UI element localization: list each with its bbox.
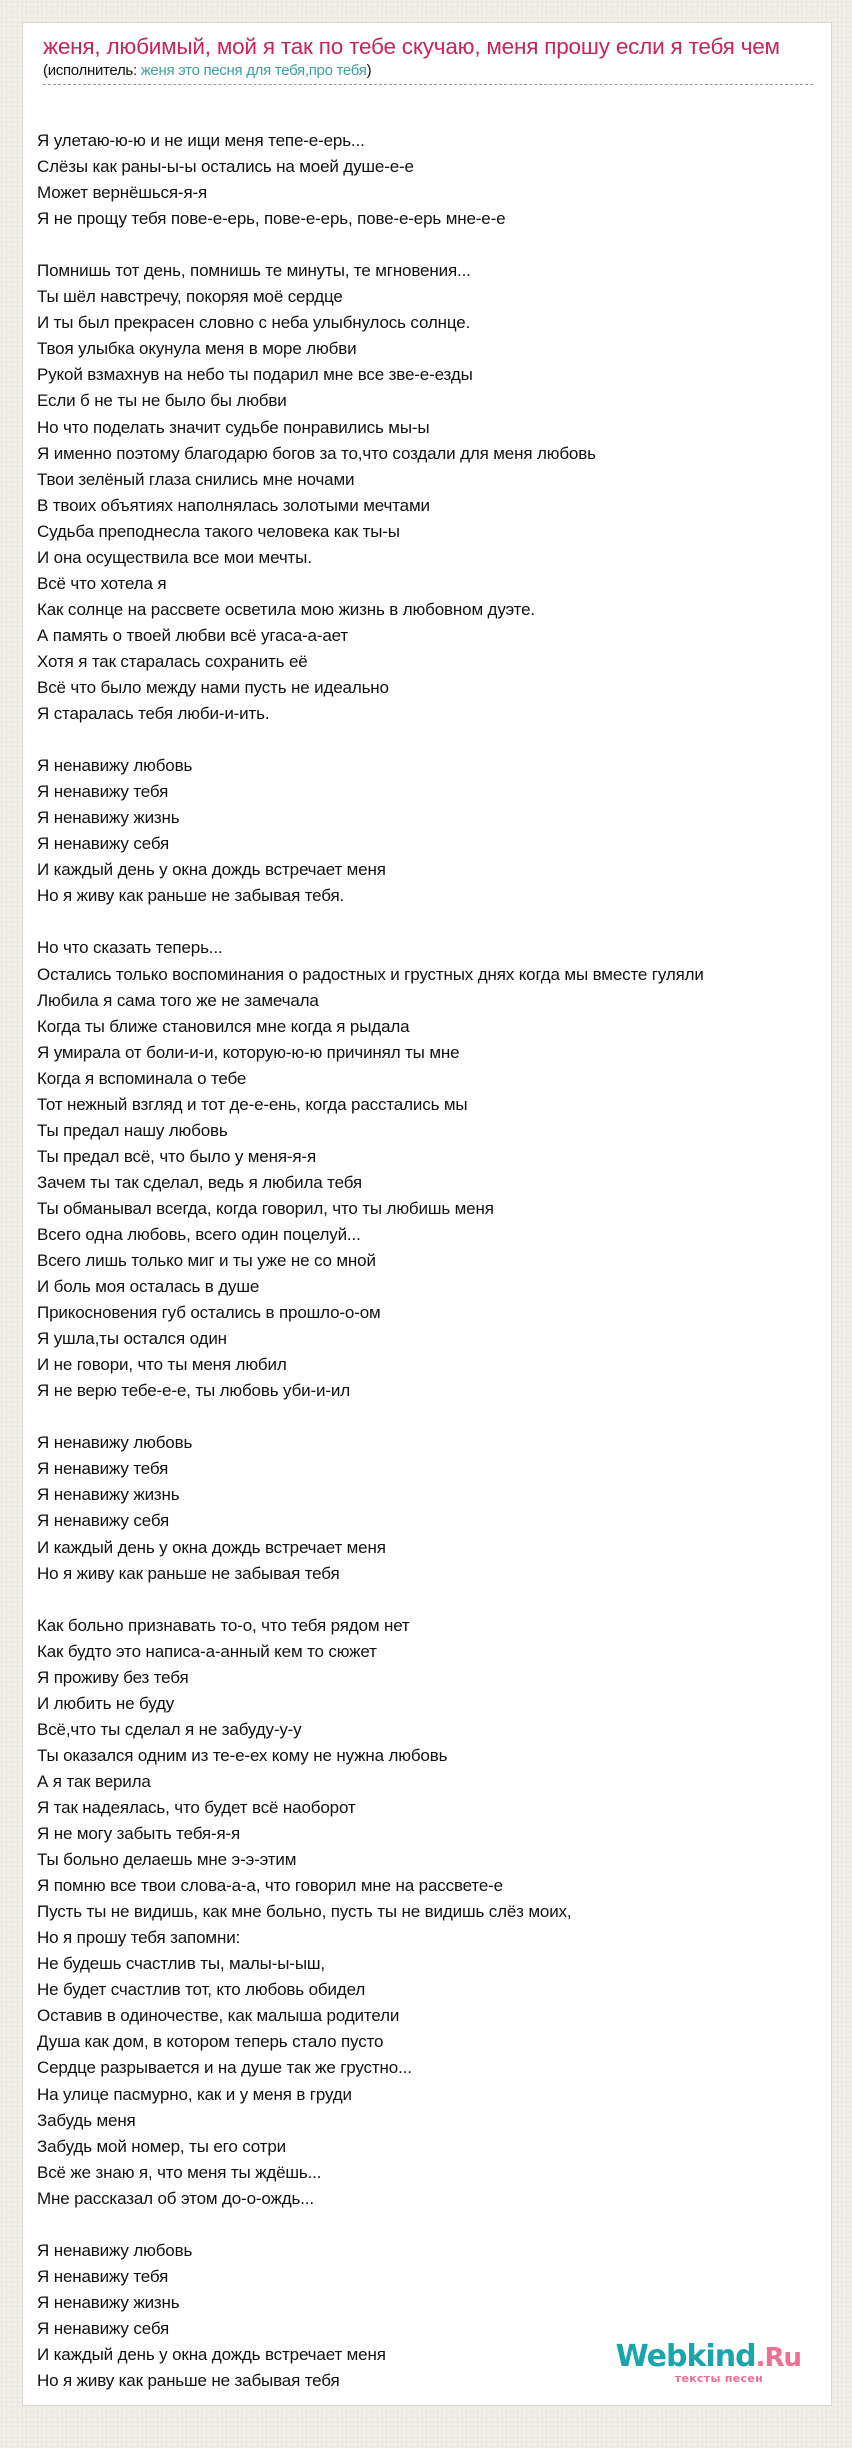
lyric-line: Я ненавижу любовь: [37, 756, 193, 776]
artist-prefix: (исполнитель:: [43, 62, 141, 79]
lyric-line: Я ненавижу тебя: [37, 782, 169, 802]
lyric-line: Но я прошу тебя запомни:: [37, 1928, 241, 1948]
lyric-line: Любила я сама того же не замечала: [37, 990, 319, 1010]
lyric-line: Я ушла,ты остался один: [37, 1329, 227, 1349]
lyric-line: Не будет счастлив тот, кто любовь обидел: [37, 1980, 366, 2000]
lyric-line: Я ненавижу жизнь: [37, 808, 180, 828]
lyric-line: Судьба преподнесла такого человека как ты-ы: [37, 521, 400, 541]
lyric-line: Оставив в одиночестве, как малыша родители: [37, 2006, 400, 2026]
lyric-line: Я старалась тебя люби-и-ить.: [37, 704, 270, 724]
logo-tagline: тексты песен: [674, 2372, 763, 2385]
lyric-line: Ты обманывал всегда, когда говорил, что ты любишь меня: [37, 1198, 494, 1218]
lyric-line: А я так верила: [37, 1771, 151, 1791]
lyric-line: Я ненавижу любовь: [37, 1433, 193, 1453]
lyric-line: Я не могу забыть тебя-я-я: [37, 1824, 241, 1844]
lyric-line: Всё же знаю я, что меня ты ждёшь...: [37, 2162, 322, 2182]
lyric-line: Помнишь тот день, помнишь те минуты, те мгновения...: [37, 261, 471, 281]
lyric-line: Я именно поэтому благодарю богов за то,что создали для меня любовь: [37, 443, 596, 463]
lyric-line: Как солнце на рассвете осветила мою жизнь в любовном дуэте.: [37, 599, 535, 619]
lyric-line: Не будешь счастлив ты, малы-ы-ыш,: [37, 1954, 325, 1974]
lyric-line: И не говори, что ты меня любил: [37, 1355, 287, 1375]
lyric-line: Ты предал нашу любовь: [37, 1120, 228, 1140]
lyric-line: Я помню все твои слова-а-а, что говорил мне на рассвете-е: [37, 1876, 503, 1896]
lyric-line: Я ненавижу тебя: [37, 2266, 169, 2286]
lyric-line: Но я живу как раньше не забывая тебя.: [37, 886, 345, 906]
lyric-line: [37, 727, 704, 753]
lyric-line: Я не верю тебе-е-е, ты любовь уби-и-ил: [37, 1381, 350, 1401]
lyric-line: Слёзы как раны-ы-ы остались на моей душе-е-е: [37, 157, 414, 177]
lyric-line: Всё что было между нами пусть не идеально: [37, 677, 389, 697]
lyric-line: Сердце разрывается и на душе так же грустно...: [37, 2058, 412, 2078]
lyric-line: А память о твоей любви всё угаса-а-ает: [37, 625, 349, 645]
lyric-line: Я ненавижу любовь: [37, 2240, 193, 2260]
lyric-line: Может вернёшься-я-я: [37, 183, 208, 203]
lyric-line: [37, 1587, 704, 1613]
logo-main-text: Webkind: [615, 2339, 756, 2374]
lyric-line: Как будто это написа-а-анный кем то сюжет: [37, 1641, 377, 1661]
lyric-line: И каждый день у окна дождь встречает меня: [37, 2344, 386, 2364]
lyric-line: Я улетаю-ю-ю и не ищи меня тепе-е-ерь...: [37, 131, 365, 150]
lyric-line: [37, 232, 704, 258]
lyric-line: Остались только воспоминания о радостных и грустных днях когда мы вместе гуляли: [37, 964, 704, 984]
lyric-line: Я ненавижу жизнь: [37, 1485, 180, 1505]
lyric-line: Я ненавижу жизнь: [37, 2292, 180, 2312]
lyric-line: Я ненавижу себя: [37, 2318, 170, 2338]
lyric-line: Твои зелёный глаза снились мне ночами: [37, 469, 355, 489]
lyric-line: Если б не ты не было бы любви: [37, 391, 287, 411]
lyric-line: Ты больно делаешь мне э-э-этим: [37, 1850, 297, 1870]
lyric-line: Пусть ты не видишь, как мне больно, пусть ты не видишь слёз моих,: [37, 1902, 572, 1922]
lyric-line: Я проживу без тебя: [37, 1667, 189, 1687]
lyric-line: [37, 909, 704, 935]
lyric-line: Но что сказать теперь...: [37, 938, 223, 958]
artist-line: [43, 61, 813, 85]
lyric-line: Я ненавижу себя: [37, 1511, 170, 1531]
lyric-line: И она осуществила все мои мечты.: [37, 547, 312, 567]
lyric-line: И каждый день у окна дождь встречает меня: [37, 860, 386, 880]
lyric-line: Всего лишь только миг и ты уже не со мной: [37, 1251, 376, 1271]
artist-link[interactable]: женя это песня для тебя,про тебя: [140, 62, 367, 79]
lyric-line: Мне рассказал об этом до-о-ождь...: [37, 2188, 314, 2208]
lyric-line: Я ненавижу себя: [37, 834, 170, 854]
site-logo[interactable]: [601, 2339, 801, 2395]
lyric-line: На улице пасмурно, как и у меня в груди: [37, 2084, 352, 2104]
lyric-line: В твоих объятиях наполнялась золотыми мечтами: [37, 495, 430, 515]
lyric-line: Рукой взмахнув на небо ты подарил мне все зве-е-езды: [37, 365, 473, 385]
lyric-line: Ты оказался одним из те-е-ех кому не нужна любовь: [37, 1745, 448, 1765]
lyric-line: Прикосновения губ остались в прошло-о-ом: [37, 1303, 381, 1323]
lyric-line: И любить не буду: [37, 1693, 175, 1713]
song-title: женя, любимый, мой я так по тебе скучаю, меня прошу если я тебя чем: [43, 34, 780, 59]
lyric-line: Тот нежный взгляд и тот де-е-ень, когда расстались мы: [37, 1094, 468, 1114]
lyric-line: Я не прощу тебя пове-е-ерь, пове-е-ерь, пове-е-ерь мне-е-е: [37, 209, 506, 229]
lyric-line: Я ненавижу тебя: [37, 1459, 169, 1479]
lyric-line: Но я живу как раньше не забывая тебя: [37, 1563, 340, 1583]
lyric-line: Зачем ты так сделал, ведь я любила тебя: [37, 1172, 362, 1192]
lyric-line: Всё что хотела я: [37, 573, 167, 593]
artist-suffix: ): [366, 62, 372, 79]
lyric-line: Как больно признавать то-о, что тебя рядом нет: [37, 1615, 410, 1635]
lyric-line: Забудь мой номер, ты его сотри: [37, 2136, 286, 2156]
lyric-line: И каждый день у окна дождь встречает меня: [37, 1537, 386, 1557]
lyric-line: Я так надеялась, что будет всё наоборот: [37, 1798, 356, 1817]
lyric-line: Душа как дом, в котором теперь стало пусто: [37, 2032, 384, 2052]
logo-wordmark: [616, 2339, 801, 2376]
lyric-line: Но я живу как раньше не забывая тебя: [37, 2371, 340, 2391]
lyric-line: Когда ты ближе становился мне когда я рыдала: [37, 1016, 410, 1036]
lyrics-text: [37, 128, 704, 2394]
song-header: [43, 33, 813, 85]
lyric-line: Всего одна любовь, всего один поцелуй...: [37, 1224, 361, 1244]
lyric-line: Ты предал всё, что было у меня-я-я: [37, 1146, 317, 1166]
lyric-line: Забудь меня: [37, 2110, 136, 2130]
lyric-line: [37, 2212, 704, 2238]
lyric-line: И ты был прекрасен словно с неба улыбнулось солнце.: [37, 313, 471, 333]
lyric-line: Ты шёл навстречу, покоряя моё сердце: [37, 287, 343, 307]
lyric-line: Когда я вспоминала о тебе: [37, 1068, 247, 1088]
lyric-line: Но что поделать значит судьбе понравились мы-ы: [37, 417, 430, 437]
lyric-line: Твоя улыбка окунула меня в море любви: [37, 339, 357, 359]
logo-tld-text: .Ru: [755, 2343, 801, 2373]
lyric-line: [37, 1404, 704, 1430]
lyric-line: Всё,что ты сделал я не забуду-у-у: [37, 1719, 302, 1739]
lyrics-card: [22, 22, 832, 2406]
lyric-line: И боль моя осталась в душе: [37, 1277, 260, 1297]
lyric-line: Хотя я так старалась сохранить её: [37, 651, 308, 671]
lyric-line: Я умирала от боли-и-и, которую-ю-ю причинял ты мне: [37, 1042, 460, 1062]
